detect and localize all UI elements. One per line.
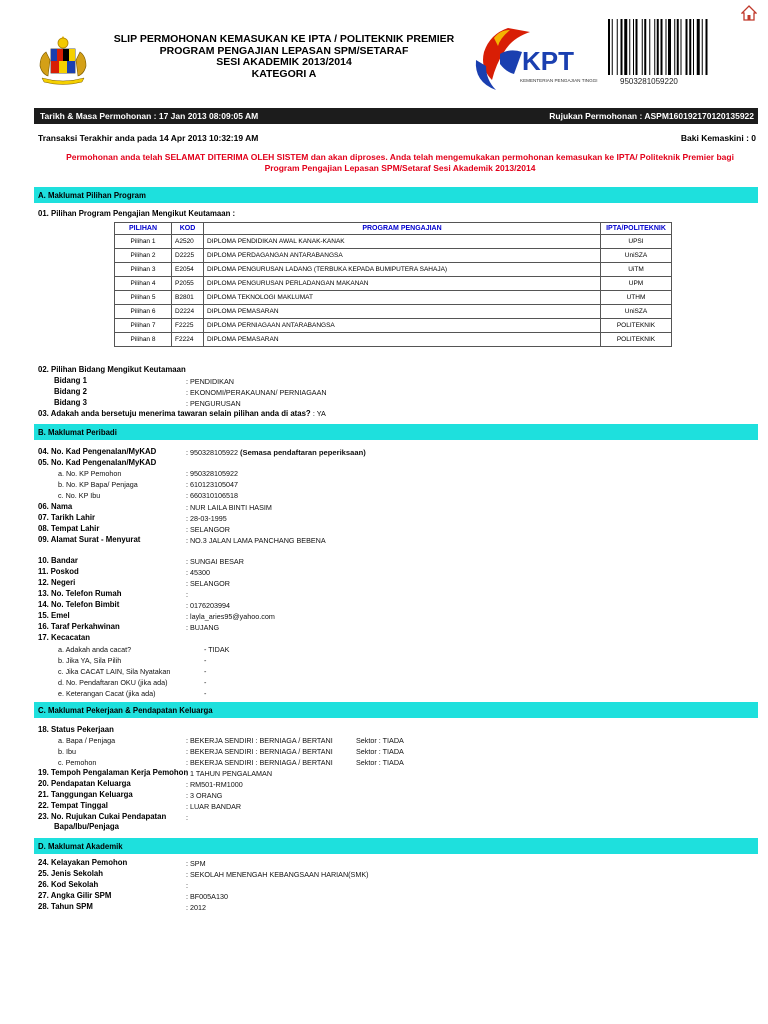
table-row	[115, 249, 672, 263]
pilihan-cell: Pilihan 6	[115, 305, 172, 319]
field-value: : SELANGOR	[186, 525, 230, 534]
baki-kemaskini: Baki Kemaskini : 0	[680, 133, 756, 143]
field-value: : SELANGOR	[186, 579, 230, 588]
q17-label: 17. Kecacatan	[38, 633, 91, 642]
program-cell: DIPLOMA PEMASARAN	[204, 305, 601, 319]
kod-cell: D2224	[172, 305, 204, 319]
field-value: : NUR LAILA BINTI HASIM	[186, 503, 272, 512]
title-line-1: SLIP PERMOHONAN KEMASUKAN KE IPTA / POLITEKNIK PREMIER	[113, 33, 455, 45]
ipta-cell: UTHM	[601, 291, 672, 305]
table-row	[115, 333, 672, 347]
pilihan-cell: Pilihan 8	[115, 333, 172, 347]
pilihan-cell: Pilihan 4	[115, 277, 172, 291]
q04-value	[186, 448, 366, 457]
barcode-number: 9503281059220	[620, 77, 678, 86]
transaction-info	[38, 133, 756, 143]
title-line-3: SESI AKADEMIK 2013/2014	[216, 56, 352, 68]
field-value: : SPM	[186, 859, 206, 868]
ipta-cell: UniSZA	[601, 249, 672, 263]
field-label: 09. Alamat Surat - Menyurat	[38, 535, 141, 544]
tarikh-permohonan: Tarikh & Masa Permohonan : 17 Jan 2013 08:09:05 AM	[40, 111, 259, 121]
q18-item-label: a. Bapa / Penjaga	[58, 736, 116, 745]
q18-item-sektor: Sektor : TIADA	[356, 747, 404, 756]
field-value: : BF005A130	[186, 892, 228, 901]
field-label: 22. Tempat Tinggal	[38, 801, 108, 810]
q17-item-label: c. Jika CACAT LAIN, Sila Nyatakan	[58, 667, 171, 676]
col-ipta: IPTA/POLITEKNIK	[601, 223, 672, 235]
q18-item-sektor: Sektor : TIADA	[356, 736, 404, 745]
kod-cell: F2224	[172, 333, 204, 347]
kod-cell: D2225	[172, 249, 204, 263]
q17-item-value: -	[204, 667, 207, 676]
field-label: 19. Tempoh Pengalaman Kerja Pemohon	[38, 768, 189, 777]
title-line-4: KATEGORI A	[251, 67, 317, 80]
field-value: : SEKOLAH MENENGAH KEBANGSAAN HARIAN(SMK)	[186, 870, 369, 879]
table-row	[115, 305, 672, 319]
q18-item-value: : BEKERJA SENDIRI : BERNIAGA / BERTANI	[186, 736, 333, 745]
program-cell: DIPLOMA PEMASARAN	[204, 333, 601, 347]
q05-item-label: a. No. KP Pemohon	[58, 469, 122, 478]
bidang-3-label: Bidang 3	[54, 398, 87, 407]
q18-item-sektor: Sektor : TIADA	[356, 758, 404, 767]
q17-item-value: - TIDAK	[204, 645, 230, 654]
q01-label: 01. Pilihan Program Pengajian Mengikut Keutamaan :	[38, 209, 236, 218]
field-label: 28. Tahun SPM	[38, 902, 93, 911]
kpt-text: KPT	[522, 46, 574, 76]
q18-item-label: c. Pemohon	[58, 758, 97, 767]
field-value: :	[186, 813, 188, 822]
q17-item-value: -	[204, 678, 207, 687]
field-label: 15. Emel	[38, 611, 70, 620]
bidang-1-value: : PENDIDIKAN	[186, 377, 234, 386]
program-cell: DIPLOMA PERNIAGAAN ANTARABANGSA	[204, 319, 601, 333]
q04-label: 04. No. Kad Pengenalan/MyKAD	[38, 447, 157, 456]
field-value: : BUJANG	[186, 623, 220, 632]
pilihan-cell: Pilihan 7	[115, 319, 172, 333]
q05-item-label: b. No. KP Bapa/ Penjaga	[58, 480, 138, 489]
header-titles	[96, 34, 472, 80]
q03-value: : YA	[312, 409, 326, 418]
q18-item-label: b. Ibu	[58, 747, 76, 756]
q17-item-value: -	[204, 656, 207, 665]
q04-ic: : 950328105922	[186, 448, 238, 457]
q17-item-label: b. Jika YA, Sila Pilih	[58, 656, 122, 665]
field-value: : RM501-RM1000	[186, 780, 243, 789]
field-label: 11. Poskod	[38, 567, 79, 576]
q17-item-label: d. No. Pendaftaran OKU (jika ada)	[58, 678, 168, 687]
last-transaction: Transaksi Terakhir anda pada 14 Apr 2013 10:32:19 AM	[38, 133, 259, 143]
program-table	[114, 222, 672, 347]
pilihan-cell: Pilihan 5	[115, 291, 172, 305]
kod-cell: A2520	[172, 235, 204, 249]
section-c-header	[34, 702, 758, 718]
field-value: : layla_aries95@yahoo.com	[186, 612, 275, 621]
field-label: 07. Tarikh Lahir	[38, 513, 96, 522]
field-value: : 45300	[186, 568, 210, 577]
table-row	[115, 263, 672, 277]
program-cell: DIPLOMA PERDAGANGAN ANTARABANGSA	[204, 249, 601, 263]
field-value: : 0176203994	[186, 601, 230, 610]
program-cell: DIPLOMA PENGURUSAN LADANG (TERBUKA KEPADA BUMIPUTERA SAHAJA)	[204, 263, 601, 277]
bidang-3-value: : PENGURUSAN	[186, 399, 241, 408]
kod-cell: B2801	[172, 291, 204, 305]
q05-item-value: : 660310106518	[186, 491, 238, 500]
kpt-subtext: KEMENTERIAN PENGAJIAN TINGGI	[520, 78, 598, 83]
home-icon[interactable]	[741, 5, 757, 21]
table-row	[115, 277, 672, 291]
q17-item-value: -	[204, 689, 207, 698]
q02-label: 02. Pilihan Bidang Mengikut Keutamaan	[38, 365, 186, 374]
pilihan-cell: Pilihan 2	[115, 249, 172, 263]
program-table-header	[115, 223, 672, 235]
field-value: :	[186, 881, 188, 890]
col-kod: KOD	[172, 223, 204, 235]
q17-item-label: a. Adakah anda cacat?	[58, 645, 132, 654]
pilihan-cell: Pilihan 3	[115, 263, 172, 277]
field-label: 21. Tanggungan Keluarga	[38, 790, 133, 799]
bidang-1-label: Bidang 1	[54, 376, 87, 385]
ipta-cell: UPM	[601, 277, 672, 291]
field-label: 27. Angka Gilir SPM	[38, 891, 112, 900]
q18-item-value: : BEKERJA SENDIRI : BERNIAGA / BERTANI	[186, 758, 333, 767]
field-label: 10. Bandar	[38, 556, 78, 565]
field-label: 20. Pendapatan Keluarga	[38, 779, 131, 788]
section-a-header	[34, 187, 758, 203]
field-value: : SUNGAI BESAR	[186, 557, 244, 566]
ipta-cell: UiTM	[601, 263, 672, 277]
crest-logo	[34, 34, 92, 86]
field-label: 06. Nama	[38, 502, 73, 511]
section-d-title: D. Maklumat Akademik	[38, 842, 123, 851]
barcode	[606, 19, 732, 75]
field-label: 26. Kod Sekolah	[38, 880, 99, 889]
field-label: 24. Kelayakan Pemohon	[38, 858, 128, 867]
col-pilihan: PILIHAN	[115, 223, 172, 235]
kod-cell: E2054	[172, 263, 204, 277]
field-value: : 2012	[186, 903, 206, 912]
field-label: 23. No. Rujukan Cukai Pendapatan	[38, 812, 167, 821]
table-row	[115, 291, 672, 305]
field-label: 16. Taraf Perkahwinan	[38, 622, 120, 631]
ipta-cell: UniSZA	[601, 305, 672, 319]
program-cell: DIPLOMA PENGURUSAN PERLADANGAN MAKANAN	[204, 277, 601, 291]
ipta-cell: POLITEKNIK	[601, 319, 672, 333]
field-value: :	[186, 590, 188, 599]
col-program: PROGRAM PENGAJIAN	[204, 223, 601, 235]
title-line-2: PROGRAM PENGAJIAN LEPASAN SPM/SETARAF	[159, 44, 409, 57]
q03-label	[38, 409, 326, 418]
q04-note: (Semasa pendaftaran peperiksaan)	[239, 448, 366, 457]
q18-label: 18. Status Pekerjaan	[38, 725, 114, 734]
kod-cell: P2055	[172, 277, 204, 291]
field-label: 13. No. Telefon Rumah	[38, 589, 122, 598]
pilihan-cell: Pilihan 1	[115, 235, 172, 249]
q23-continuation: Bapa/Ibu/Penjaga	[54, 822, 119, 831]
ipta-cell: POLITEKNIK	[601, 333, 672, 347]
q03-text: 03. Adakah anda bersetuju menerima tawaran selain pilihan anda di atas?	[38, 409, 311, 418]
ipta-cell: UPSI	[601, 235, 672, 249]
section-a-title: A. Maklumat Pilihan Program	[38, 191, 146, 200]
section-b-header	[34, 424, 758, 440]
q18-item-value: : BEKERJA SENDIRI : BERNIAGA / BERTANI	[186, 747, 333, 756]
table-row	[115, 235, 672, 249]
field-label: 12. Negeri	[38, 578, 76, 587]
q05-label: 05. No. Kad Pengenalan/MyKAD	[38, 458, 157, 467]
field-label: 14. No. Telefon Bimbit	[38, 600, 120, 609]
field-value: : NO.3 JALAN LAMA PANCHANG BEBENA	[186, 536, 326, 545]
field-value: : 1 TAHUN PENGALAMAN	[186, 769, 273, 778]
q05-item-value: : 950328105922	[186, 469, 238, 478]
q05-item-value: : 610123105047	[186, 480, 238, 489]
field-value: : LUAR BANDAR	[186, 802, 242, 811]
section-d-header	[34, 838, 758, 854]
rujukan-permohonan: Rujukan Permohonan : ASPM160192170120135922	[549, 111, 754, 121]
application-info-bar	[34, 108, 758, 124]
section-b-title: B. Maklumat Peribadi	[38, 428, 117, 437]
q17-item-label: e. Keterangan Cacat (jika ada)	[58, 689, 156, 698]
kod-cell: F2225	[172, 319, 204, 333]
field-label: 25. Jenis Sekolah	[38, 869, 104, 878]
kpt-logo	[470, 24, 602, 94]
section-c-title: C. Maklumat Pekerjaan & Pendapatan Keluarga	[38, 706, 213, 715]
table-row	[115, 319, 672, 333]
q05-item-label: c. No. KP Ibu	[58, 491, 101, 500]
program-cell: DIPLOMA PENDIDIKAN AWAL KANAK-KANAK	[204, 235, 601, 249]
bidang-2-label: Bidang 2	[54, 387, 87, 396]
field-value: : 3 ORANG	[186, 791, 223, 800]
field-label: 08. Tempat Lahir	[38, 524, 100, 533]
field-value: : 28-03-1995	[186, 514, 227, 523]
bidang-2-value: : EKONOMI/PERAKAUNAN/ PERNIAGAAN	[186, 388, 327, 397]
program-cell: DIPLOMA TEKNOLOGI MAKLUMAT	[204, 291, 601, 305]
success-notice: Permohonan anda telah SELAMAT DITERIMA OLEH SISTEM dan akan diproses. Anda telah mengemukakan permohonan kemasukan ke IPTA/ Politeknik Premier bagi Program Pengajian Lepasan SPM/Setaraf Sesi Akademik 2013/2014	[66, 152, 734, 173]
